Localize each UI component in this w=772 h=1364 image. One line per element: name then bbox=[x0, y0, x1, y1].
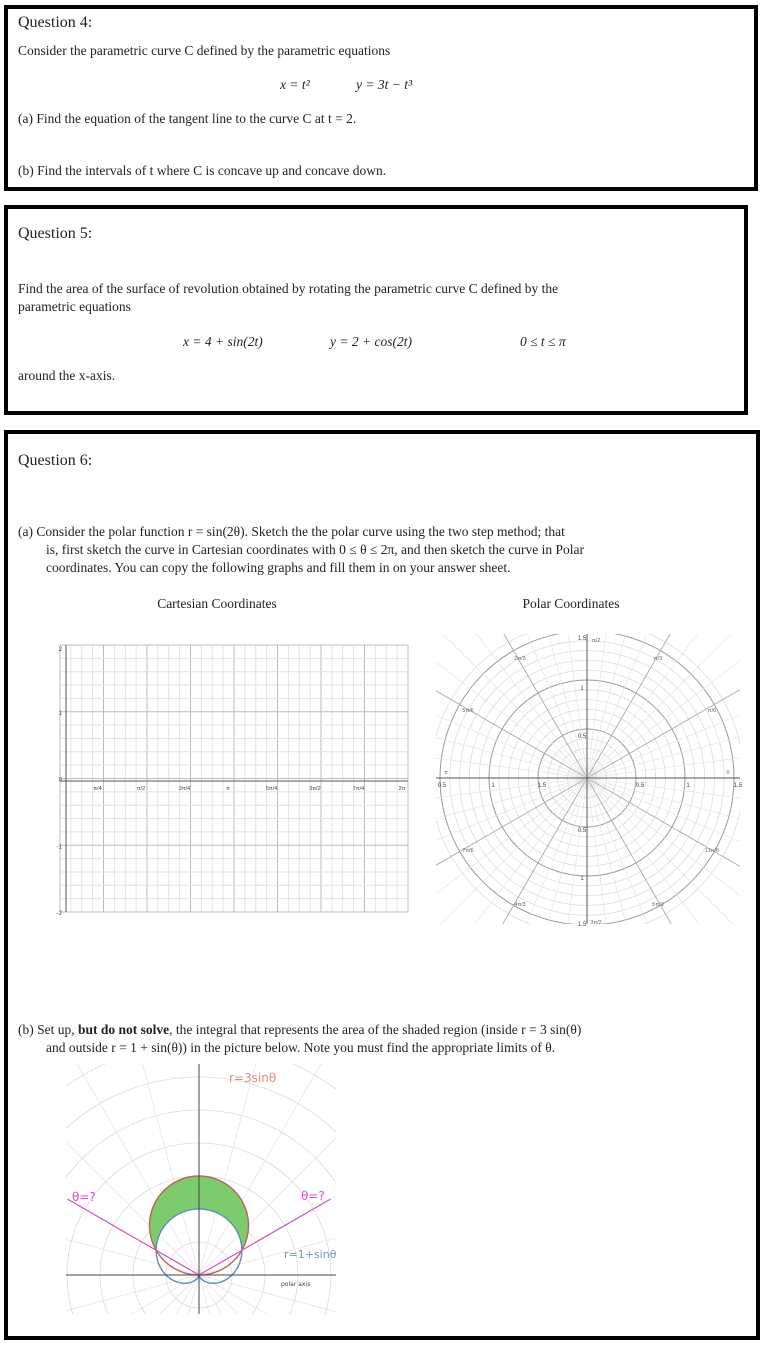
cartesian-grid bbox=[40, 642, 412, 916]
figure-polar-ray bbox=[199, 1275, 336, 1314]
polar-ray bbox=[432, 778, 587, 812]
polar-title: Polar Coordinates bbox=[522, 596, 620, 611]
question-5-eq-y: y = 2 + cos(2t) bbox=[330, 334, 412, 349]
question-5-text-line2: parametric equations bbox=[18, 299, 131, 314]
question-6-part-b-line2: and outside r = 1 + sin(θ)) in the picture below. Note you must find the appropriate limits of θ. bbox=[46, 1040, 556, 1055]
x-tick-label: 3π/2 bbox=[309, 786, 321, 792]
x-tick-label: 7π/4 bbox=[352, 786, 365, 792]
polar-radius-label: 1 bbox=[686, 783, 690, 789]
figure-polar-ray bbox=[66, 1064, 199, 1275]
polar-radius-label: 1.5 bbox=[733, 783, 743, 789]
polar-gridlines bbox=[432, 628, 744, 928]
figure-polar-ray bbox=[95, 1064, 199, 1275]
figure-polar-ray bbox=[66, 1275, 199, 1314]
question-4-title: Question 4: bbox=[18, 14, 93, 31]
polar-grid bbox=[432, 628, 744, 928]
figure-polar-ray bbox=[95, 1275, 199, 1314]
question-5-eq-range: 0 ≤ t ≤ π bbox=[520, 334, 566, 349]
polar-ray bbox=[587, 648, 744, 778]
polar-radius-label: 1.5 bbox=[537, 783, 547, 789]
figure-polar-ray bbox=[199, 1064, 336, 1275]
polar-radius-label: 0.5 bbox=[577, 734, 587, 740]
polar-ray bbox=[587, 778, 744, 877]
question-4-intro: Consider the parametric curve C defined by the parametric equations bbox=[18, 43, 391, 58]
x-tick-label: 2π bbox=[398, 786, 406, 792]
polar-angle-label: π bbox=[444, 770, 448, 776]
x-tick-label: π bbox=[226, 786, 230, 792]
question-5-title: Question 5: bbox=[18, 225, 93, 242]
question-6-part-a-line3: coordinates. You can copy the following graphs and fill them in on your answer sheet. bbox=[46, 560, 511, 575]
question-4-box bbox=[4, 5, 758, 191]
polar-angle-label: 0 bbox=[726, 770, 730, 776]
question-4-part-a: (a) Find the equation of the tangent line to the curve C at t = 2. bbox=[18, 111, 357, 126]
x-tick-label: 3π/4 bbox=[178, 786, 191, 792]
polar-angle-label: 2π/3 bbox=[514, 656, 526, 662]
polar-radius-label: 1 bbox=[491, 783, 495, 789]
question-6-part-a-line2: is, first sketch the curve in Cartesian coordinates with 0 ≤ θ ≤ 2π, and then sketch the curve in Polar bbox=[46, 542, 584, 557]
question-6-box bbox=[4, 430, 760, 1340]
theta-left-label: θ=? bbox=[72, 1190, 96, 1204]
cartesian-title: Cartesian Coordinates bbox=[157, 596, 277, 611]
polar-angle-label: π/3 bbox=[653, 656, 663, 662]
question-4-part-b: (b) Find the intervals of t where C is concave up and concave down. bbox=[18, 163, 387, 178]
part-b-bold: but do not solve bbox=[78, 1022, 170, 1037]
shaded-region-figure bbox=[66, 1064, 336, 1314]
figure-polar-ray bbox=[199, 1064, 336, 1275]
x-tick-label: π/4 bbox=[93, 786, 102, 792]
polar-angle-label: 7π/6 bbox=[462, 848, 474, 854]
figure-polar-ray bbox=[199, 1075, 336, 1275]
polar-clip-group bbox=[432, 628, 744, 928]
part-b-prefix: (b) Set up, bbox=[18, 1022, 78, 1037]
figure-polar-ray bbox=[66, 1064, 199, 1275]
polar-radius-label: 1.5 bbox=[577, 636, 587, 642]
y-tick-label: 1 bbox=[58, 710, 62, 717]
y-tick-label: -1 bbox=[56, 844, 62, 851]
question-4-eq-x: x = t² bbox=[280, 77, 310, 92]
question-6-part-b-line1 bbox=[18, 1021, 581, 1039]
x-tick-label: 5π/4 bbox=[265, 786, 278, 792]
polar-ray bbox=[432, 744, 587, 778]
polar-radius-label: 1 bbox=[580, 876, 584, 882]
polar-radius-label: 1.5 bbox=[577, 922, 587, 928]
question-5-closing: around the x-axis. bbox=[18, 368, 116, 383]
polar-ray bbox=[587, 679, 744, 778]
cartesian-gridlines bbox=[60, 645, 408, 912]
polar-radius-label: 0.5 bbox=[437, 783, 447, 789]
polar-angle-label: π/2 bbox=[591, 638, 601, 644]
polar-angle-label: 5π/6 bbox=[462, 708, 474, 714]
y-tick-label: -2 bbox=[56, 911, 62, 916]
polar-radius-label: 0.5 bbox=[577, 828, 587, 834]
theta-right-label: θ=? bbox=[301, 1189, 325, 1203]
figure-polar-ray bbox=[199, 1064, 303, 1275]
question-6-title: Question 6: bbox=[18, 452, 93, 469]
question-6-part-a-line1: (a) Consider the polar function r = sin(2θ). Sketch the the polar curve using the two step method; that bbox=[18, 524, 565, 539]
polar-angle-label: π/6 bbox=[707, 708, 717, 714]
polar-angle-label: 4π/3 bbox=[514, 902, 526, 908]
polar-radius-label: 1 bbox=[580, 686, 584, 692]
y-tick-label: 0 bbox=[58, 777, 62, 784]
outer-curve-label: r=3sinθ bbox=[229, 1071, 277, 1085]
part-b-rest: , the integral that represents the area of the shaded region (inside r = 3 sin(θ) bbox=[169, 1022, 582, 1037]
y-tick-label: 2 bbox=[58, 647, 62, 653]
question-4-eq-y: y = 3t − t³ bbox=[356, 77, 413, 92]
question-5-eq-x: x = 4 + sin(2t) bbox=[183, 334, 263, 349]
polar-angle-label: 5π/3 bbox=[652, 902, 664, 908]
x-tick-label: π/2 bbox=[136, 786, 146, 792]
polar-angle-label: 11π/6 bbox=[704, 848, 720, 854]
polar-angle-label: 3π/2 bbox=[590, 920, 602, 926]
polar-axis-label: polar axis bbox=[281, 1281, 311, 1288]
inner-curve-label: r=1+sinθ bbox=[284, 1248, 336, 1261]
question-5-text-line1: Find the area of the surface of revolution obtained by rotating the parametric curve C defined by the bbox=[18, 281, 559, 296]
question-5-box bbox=[4, 205, 748, 415]
polar-ray bbox=[587, 778, 744, 908]
polar-radius-label: 0.5 bbox=[635, 783, 645, 789]
